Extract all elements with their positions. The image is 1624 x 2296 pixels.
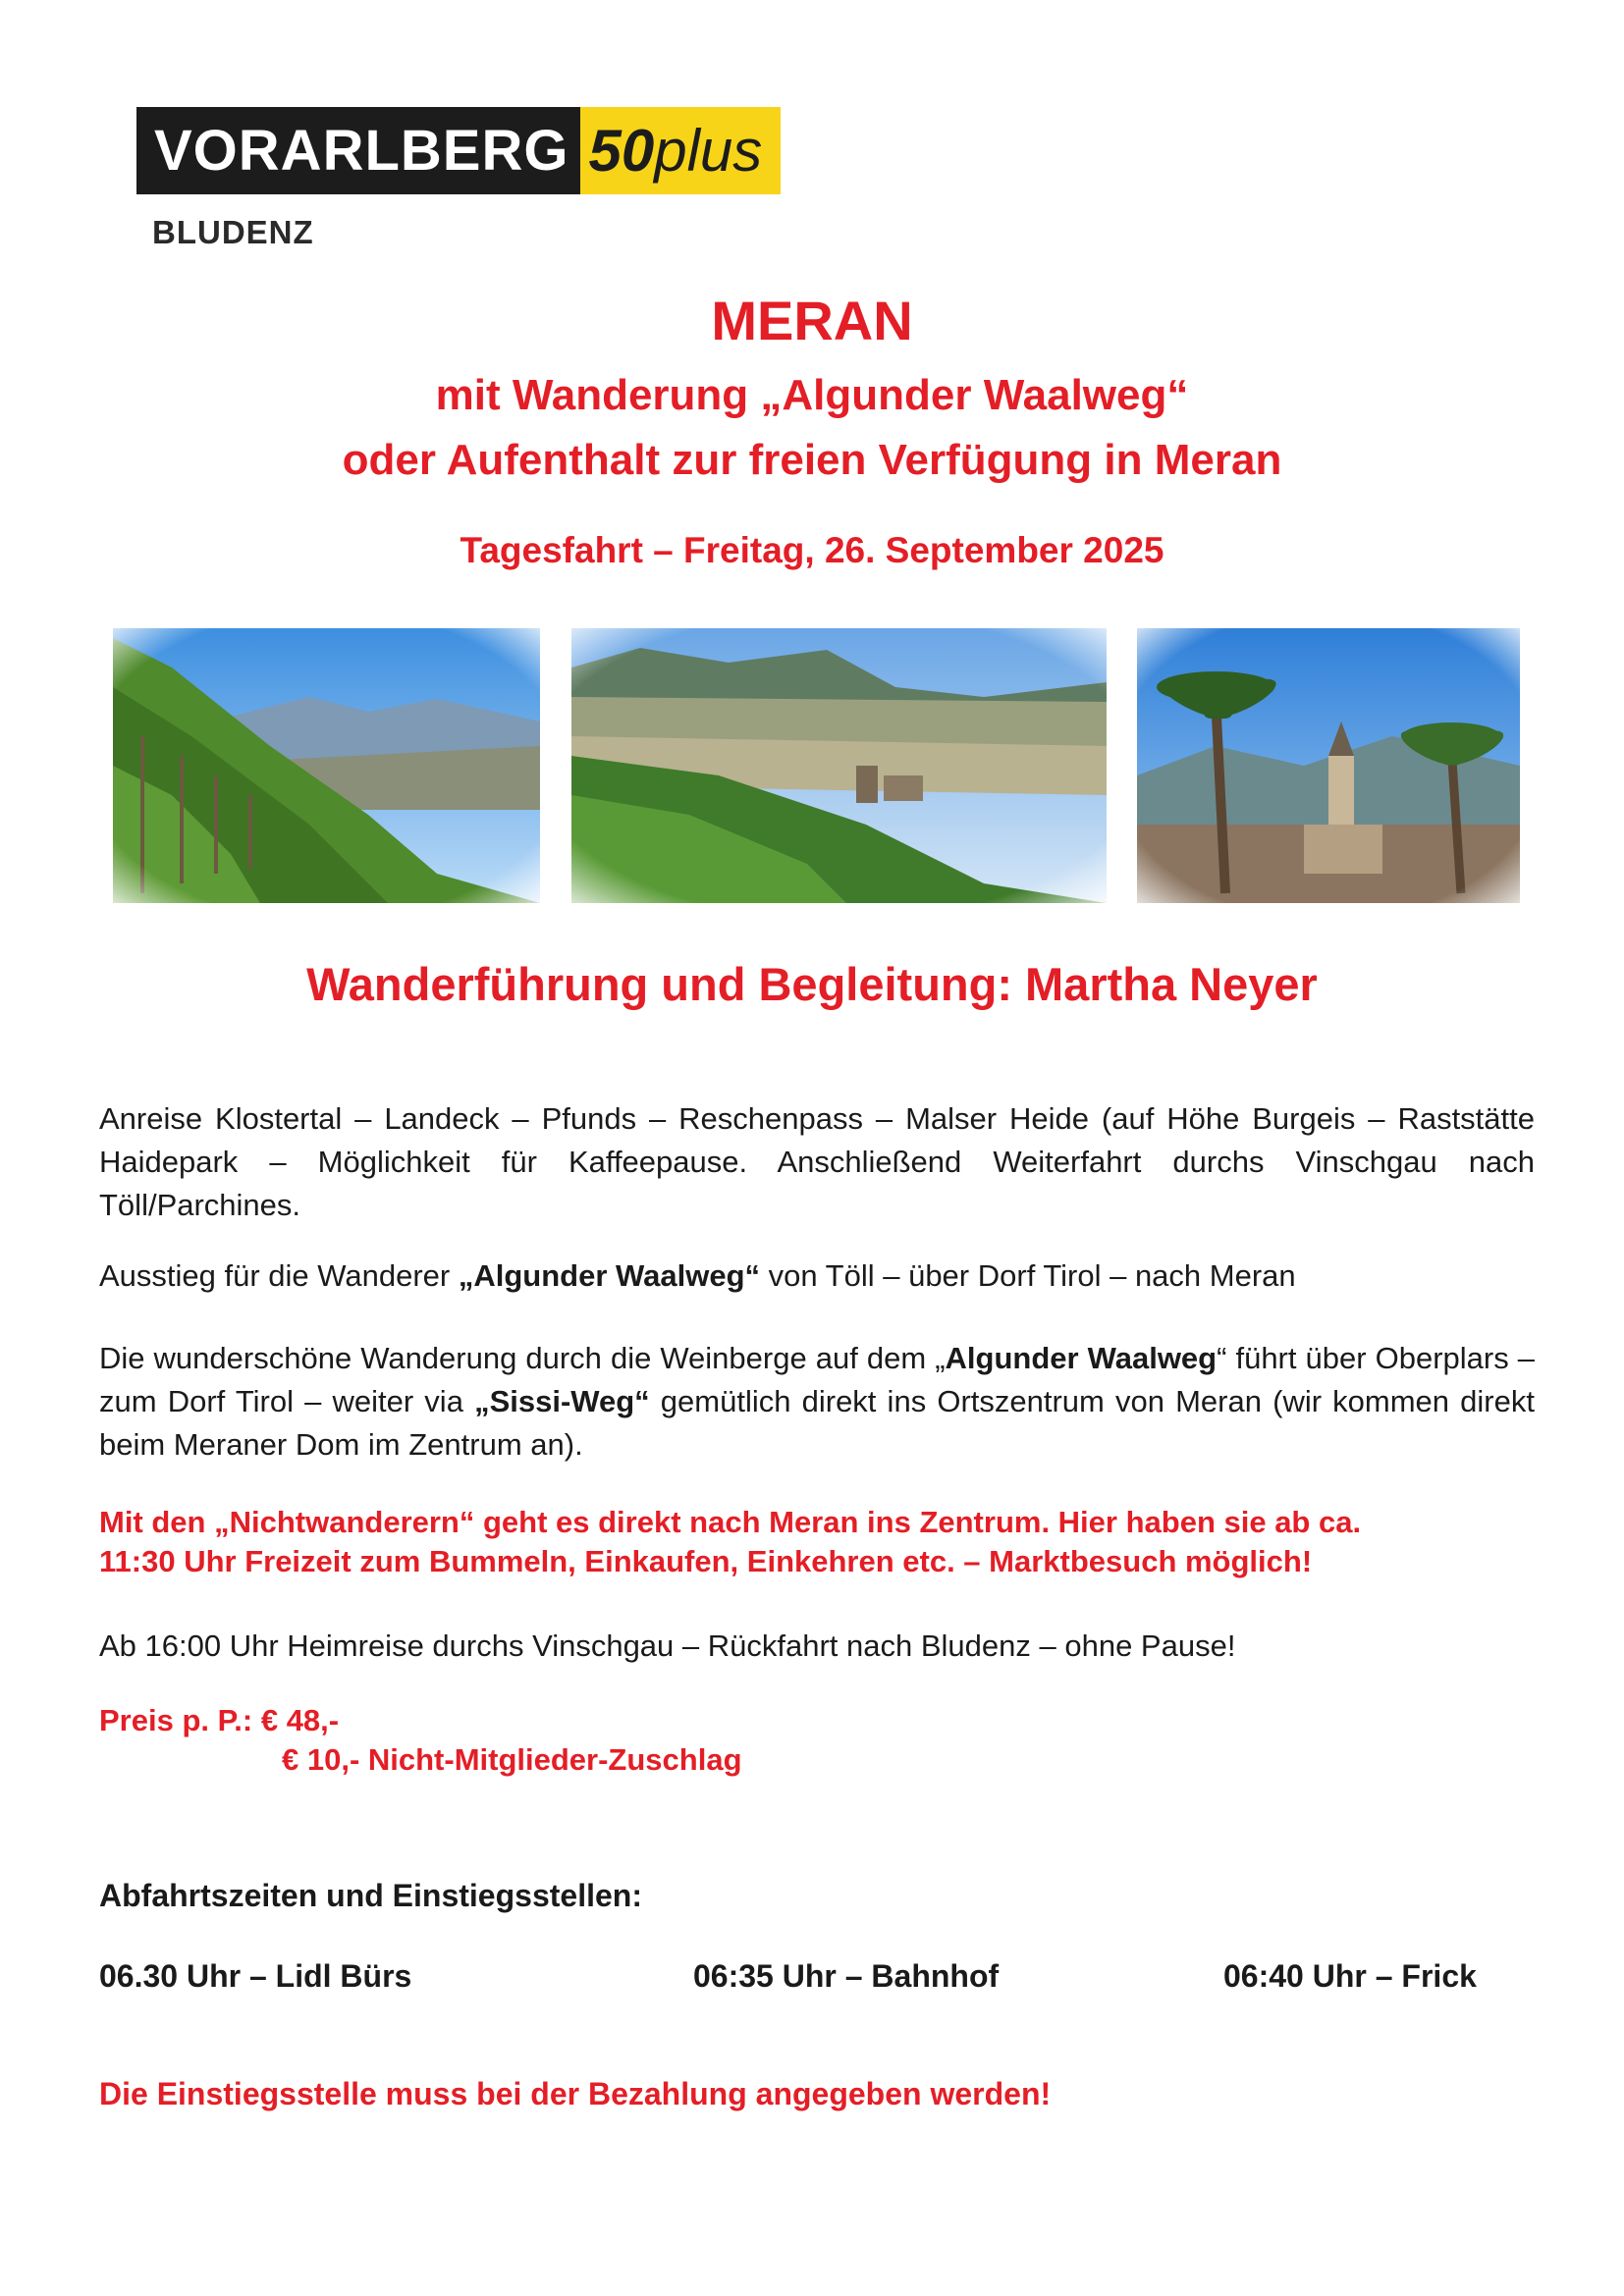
trip-date: Tagesfahrt – Freitag, 26. September 2025 — [460, 530, 1164, 570]
photo-vineyard-terraces — [113, 628, 540, 903]
text-segment: gemütlich direkt ins Ortszentrum von Meran (wir kommen direkt beim Meraner Dom im Zentrum an). — [99, 1384, 1535, 1462]
departure-stop: 06.30 Uhr – Lidl Bürs — [99, 1958, 412, 1994]
paragraph-route: Anreise Klostertal – Landeck – Pfunds – Reschenpass – Malser Heide (auf Höhe Burgeis – Raststätte Haidepark – Möglichkeit für Kaffeepause. Anschließend Weiterfahrt durchs Vinschgau nach Töll/Parchines. — [99, 1101, 1535, 1222]
text-segment: Die wunderschöne Wanderung durch die Weinberge auf dem „ — [99, 1341, 946, 1375]
text-segment-bold: Algunder Waalweg — [945, 1341, 1218, 1375]
logo-number: 50 — [588, 118, 655, 184]
text-segment-bold: „Algunder Waalweg“ — [458, 1258, 761, 1293]
surcharge-line: € 10,- Nicht-Mitglieder-Zuschlag — [282, 1742, 742, 1777]
subtitle-hike: mit Wanderung „Algunder Waalweg“ — [435, 371, 1189, 419]
logo-plus: plus — [654, 118, 763, 184]
non-hikers-line-2: 11:30 Uhr Freizeit zum Bummeln, Einkaufen, Einkehren etc. – Marktbesuch möglich! — [99, 1544, 1313, 1578]
departure-stop: 06:40 Uhr – Frick — [1223, 1958, 1477, 1994]
non-hikers-line-1: Mit den „Nichtwanderern“ geht es direkt nach Meran ins Zentrum. Hier haben sie ab ca. — [99, 1505, 1362, 1539]
paragraph-hikers-drop — [99, 1255, 1535, 1298]
photo-valley-panorama — [571, 628, 1107, 903]
photo-meran-palms-cathedral — [1137, 628, 1520, 903]
departures-heading: Abfahrtszeiten und Einstiegsstellen: — [99, 1878, 642, 1913]
boarding-note: Die Einstiegsstelle muss bei der Bezahlung angegeben werden! — [99, 2076, 1052, 2111]
subtitle-free-time: oder Aufenthalt zur freien Verfügung in Meran — [342, 436, 1282, 484]
text-segment: “ führt über Oberplars – zum Dorf Tirol – weiter via — [99, 1341, 1535, 1418]
text-segment-bold: „Sissi-Weg“ — [474, 1384, 650, 1418]
logo-50plus — [580, 107, 781, 194]
paragraph-return: Ab 16:00 Uhr Heimreise durchs Vinschgau – Rückfahrt nach Bludenz – ohne Pause! — [99, 1629, 1236, 1663]
paragraph-hike-description — [99, 1337, 1535, 1467]
text-segment: von Töll – über Dorf Tirol – nach Meran — [760, 1258, 1296, 1293]
guide-heading: Wanderführung und Begleitung: Martha Neyer — [306, 958, 1318, 1010]
logo-brand: VORARLBERG — [136, 107, 580, 194]
logo — [136, 107, 781, 194]
departure-stop: 06:35 Uhr – Bahnhof — [693, 1958, 1000, 1994]
text-segment: Ausstieg für die Wanderer — [99, 1258, 459, 1293]
price-line: Preis p. P.: € 48,- — [99, 1703, 340, 1737]
page-title: MERAN — [711, 290, 913, 351]
logo-region: BLUDENZ — [152, 214, 314, 250]
